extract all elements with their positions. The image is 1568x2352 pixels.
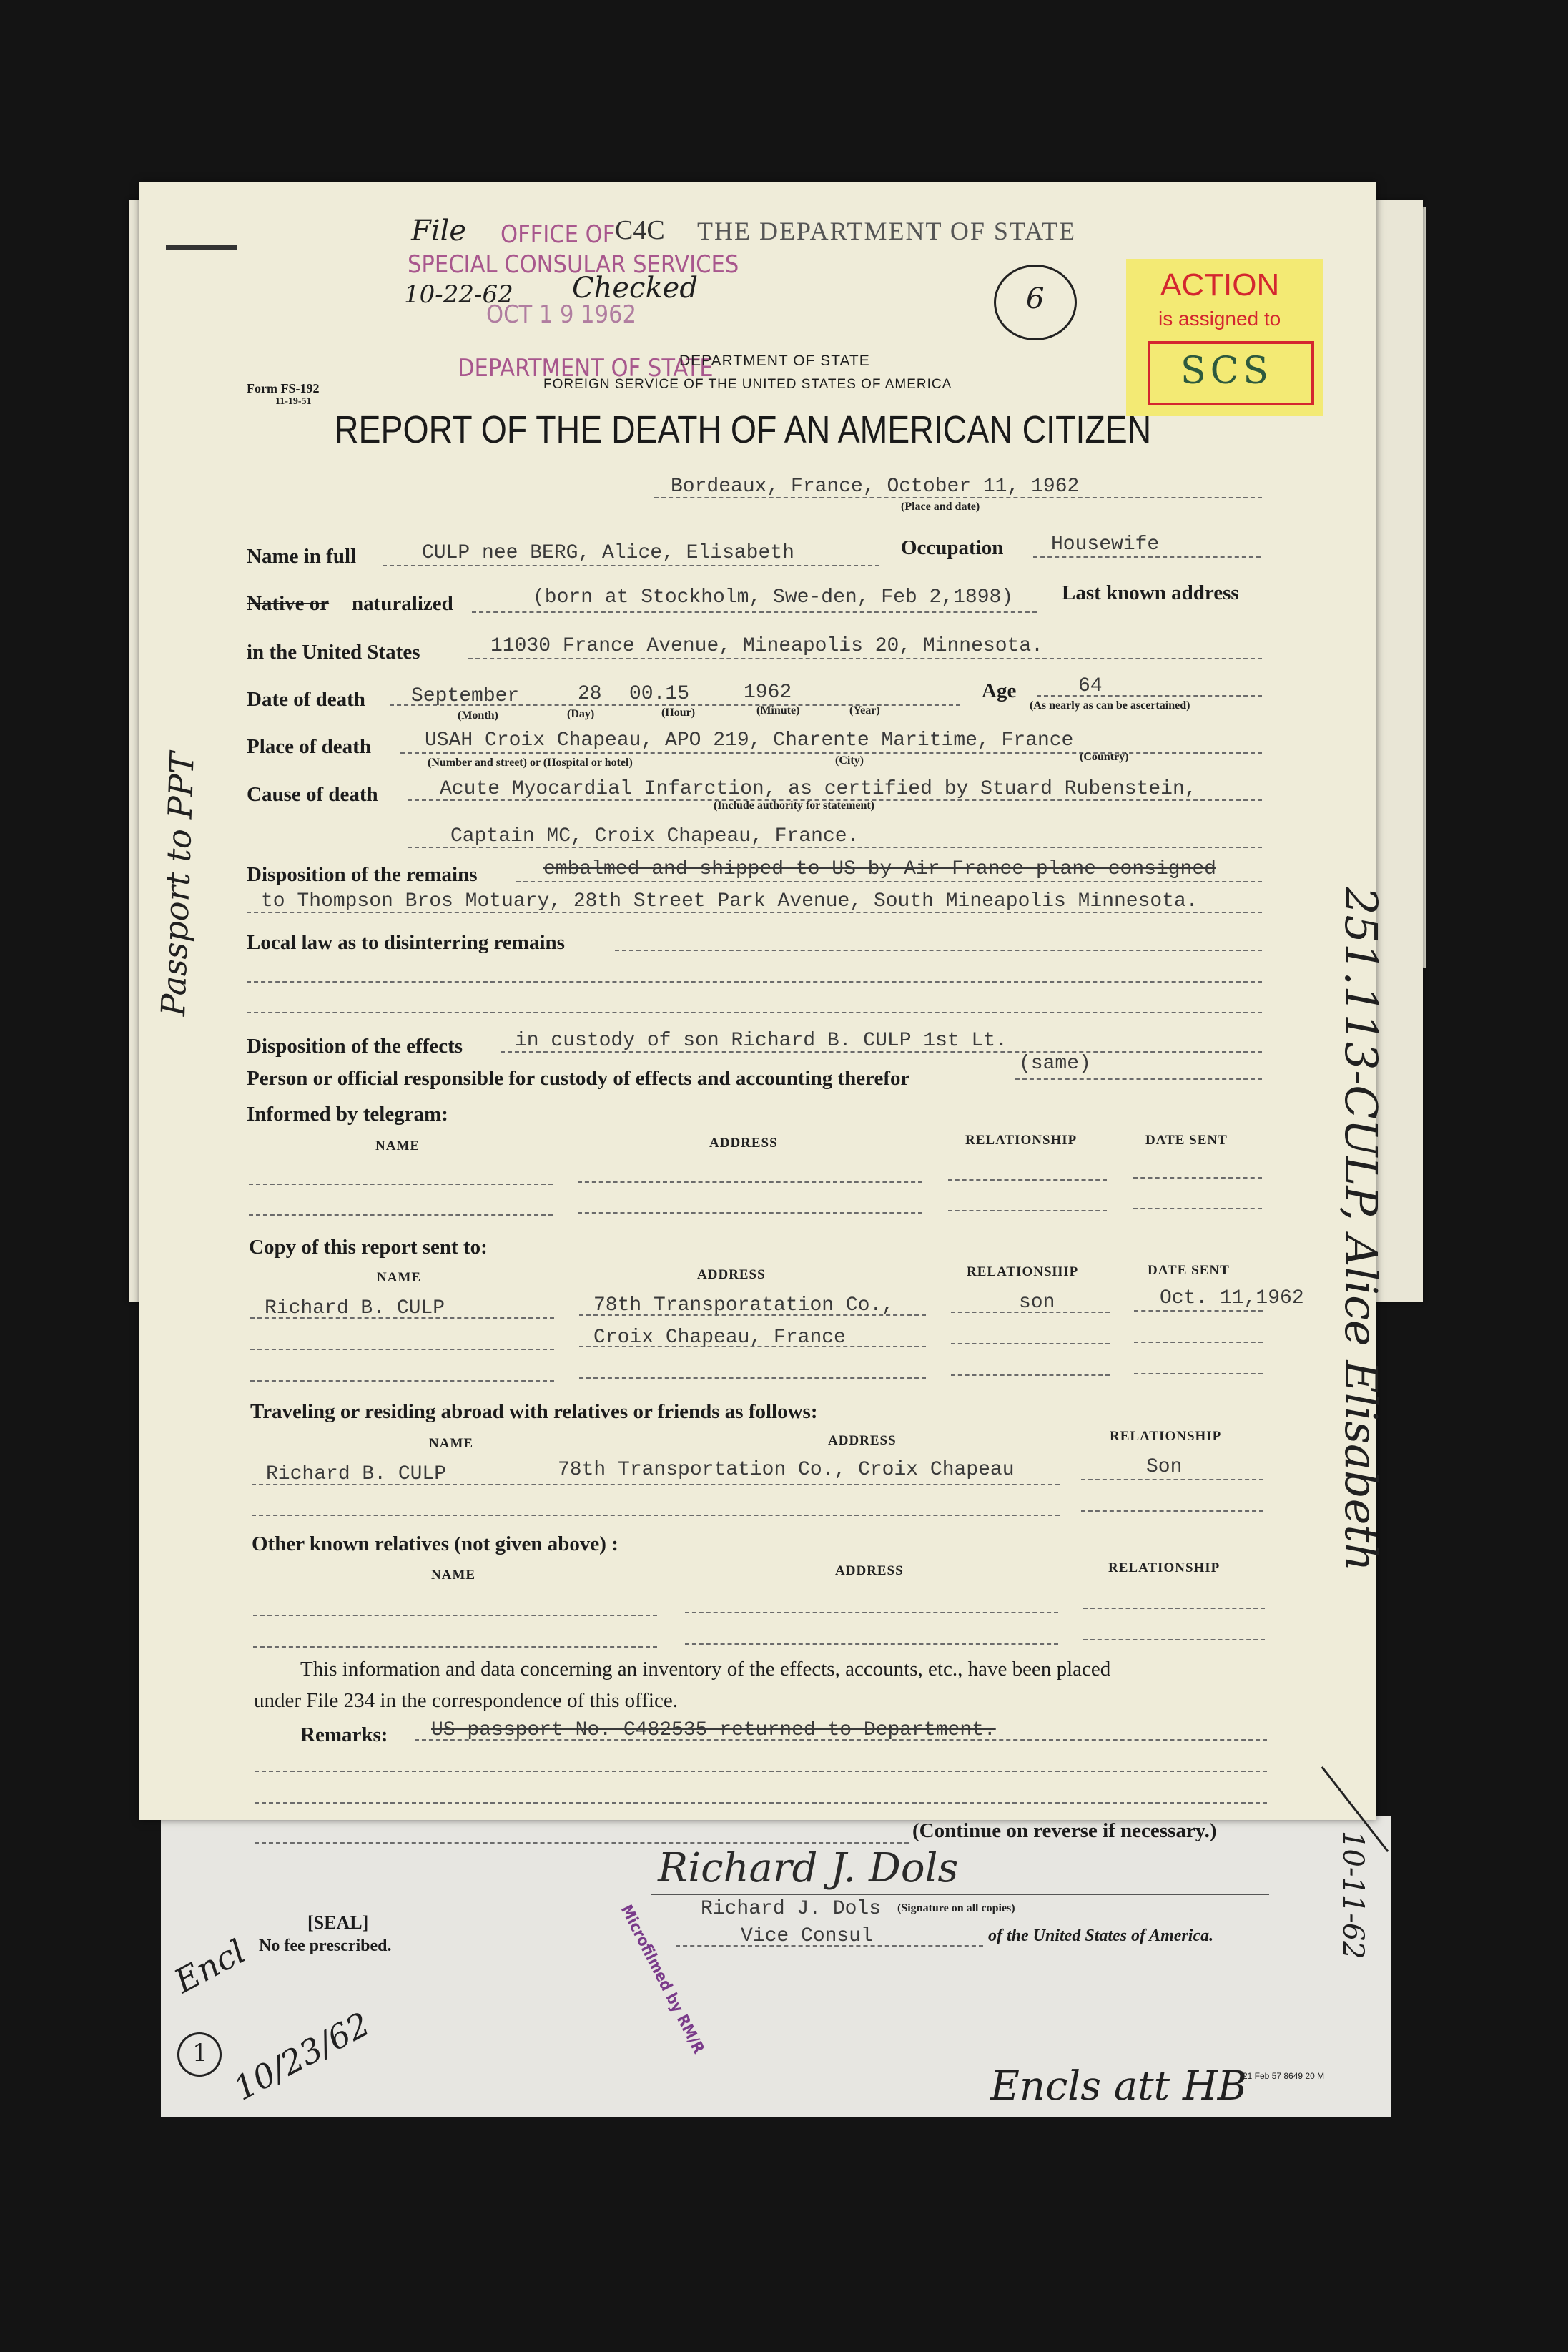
copy-line	[951, 1312, 1110, 1313]
handwritten-file: File	[411, 215, 467, 247]
local-law-line-1	[615, 950, 1262, 951]
other-col-address: ADDRESS	[835, 1563, 904, 1578]
c4c-overtype: C4C	[615, 215, 665, 245]
traveling-row-name: Richard B. CULP	[266, 1463, 447, 1485]
other-line	[253, 1646, 657, 1648]
copy-col-date-sent: DATE SENT	[1148, 1263, 1230, 1278]
telegram-line	[249, 1214, 553, 1216]
copy-row-date: Oct. 11,1962	[1160, 1287, 1304, 1309]
remains-value-1: embalmed and shipped to US by Air France plane consigned	[543, 858, 1216, 880]
other-line	[1083, 1639, 1265, 1640]
remains-value-2: to Thompson Bros Motuary, 28th Street Park Avenue, South Mineapolis Minnesota.	[261, 890, 1198, 912]
of-united-states: of the United States of America.	[988, 1927, 1214, 1945]
other-col-name: NAME	[431, 1568, 476, 1583]
cause-value-1: Acute Myocardial Infarction, as certified by Stuard Rubenstein,	[440, 778, 1197, 800]
copy-col-address: ADDRESS	[697, 1267, 766, 1282]
native-label-struck: Native or	[247, 592, 330, 615]
handwritten-checked-date: 10-22-62	[404, 280, 513, 309]
age-label: Age	[982, 679, 1017, 702]
cause-line-2	[408, 847, 1262, 848]
in-us-line	[468, 658, 1262, 659]
telegram-line	[948, 1179, 1107, 1181]
remarks-line	[255, 1842, 909, 1844]
copy-line	[250, 1349, 554, 1350]
copy-line	[1134, 1373, 1263, 1374]
dod-month: September	[411, 685, 520, 707]
telegram-label: Informed by telegram:	[247, 1103, 448, 1126]
signer-name: Richard J. Dols	[701, 1898, 882, 1920]
naturalized-label: naturalized	[352, 592, 453, 615]
microfilm-stamp: Microfilmed by RM/R	[616, 1902, 708, 2057]
traveling-line	[252, 1515, 1060, 1516]
encls-att-note: Encls att HB	[990, 2063, 1247, 2110]
place-of-death-value: USAH Croix Chapeau, APO 219, Charente Maritime, France	[425, 729, 1074, 752]
stamp-date: OCT 1 9 1962	[486, 300, 636, 329]
continue-text: (Continue on reverse if necessary.)	[912, 1819, 1217, 1842]
person-line	[1015, 1078, 1262, 1080]
telegram-line	[1133, 1208, 1262, 1209]
right-margin-date: 10-11-62	[1336, 1831, 1369, 1959]
telegram-col-address: ADDRESS	[709, 1136, 778, 1151]
bottom-date-note: 10/23/62	[227, 2004, 376, 2108]
copy-row-name: Richard B. CULP	[265, 1297, 445, 1319]
copy-line	[951, 1374, 1110, 1376]
name-label: Name in full	[247, 545, 357, 568]
telegram-line	[1133, 1177, 1262, 1179]
remarks-line	[255, 1802, 1267, 1804]
date-of-death-label: Date of death	[247, 688, 365, 711]
caption-year: (Year)	[849, 704, 880, 717]
telegram-line	[578, 1181, 922, 1183]
caption-street: (Number and street) or (Hospital or hotel)	[428, 757, 633, 769]
signature-script: Richard J. Dols	[658, 1845, 959, 1891]
remarks-line	[415, 1739, 1267, 1741]
local-law-line-3	[247, 1012, 1262, 1013]
office-stamp-line1: OFFICE OF	[501, 220, 616, 249]
caption-country: (Country)	[1080, 751, 1129, 763]
encl-note: Encl	[168, 1932, 252, 2001]
caption-month: (Month)	[458, 709, 498, 722]
place-date-value: Bordeaux, France, October 11, 1962	[671, 476, 1080, 498]
age-value: 64	[1078, 675, 1103, 697]
inventory-text-1: This information and data concerning an inventory of the effects, accounts, etc., have been placed	[300, 1658, 1111, 1681]
copy-row-address-1: 78th Transporatation Co.,	[593, 1294, 894, 1317]
cause-value-2: Captain MC, Croix Chapeau, France.	[450, 825, 859, 847]
last-address-label: Last known address	[1062, 581, 1239, 604]
traveling-col-name: NAME	[429, 1436, 474, 1451]
action-value: SCS	[1180, 350, 1273, 393]
traveling-col-address: ADDRESS	[828, 1433, 897, 1448]
traveling-line	[252, 1484, 1060, 1485]
place-of-death-label: Place of death	[247, 735, 371, 758]
action-title: ACTION	[1160, 267, 1280, 302]
age-line	[1037, 695, 1262, 697]
copy-line	[579, 1314, 926, 1316]
native-line	[472, 611, 1037, 613]
title-line	[676, 1945, 983, 1947]
name-value: CULP nee BERG, Alice, Elisabeth	[422, 542, 794, 564]
inventory-text-2: under File 234 in the correspondence of this office.	[254, 1689, 678, 1712]
person-value: (same)	[1019, 1053, 1091, 1075]
person-label: Person or official responsible for custody of effects and accounting therefor	[247, 1067, 910, 1090]
action-subtitle: is assigned to	[1158, 307, 1281, 330]
other-line	[253, 1615, 657, 1616]
telegram-col-relationship: RELATIONSHIP	[965, 1133, 1078, 1148]
no-fee-text: No fee prescribed.	[259, 1937, 392, 1955]
effects-label: Disposition of the effects	[247, 1035, 463, 1058]
office-stamp-line2: SPECIAL CONSULAR SERVICES	[408, 250, 739, 279]
signature-caption: (Signature on all copies)	[897, 1902, 1015, 1914]
form-date: 11-19-51	[275, 396, 312, 407]
form-title: REPORT OF THE DEATH OF AN AMERICAN CITIZEN	[335, 408, 1152, 451]
department-stamp: DEPARTMENT OF STATE	[458, 354, 714, 383]
copy-line	[250, 1317, 554, 1319]
remarks-line	[255, 1771, 1267, 1772]
traveling-col-relationship: RELATIONSHIP	[1110, 1429, 1222, 1444]
dod-year: 1962	[744, 682, 792, 704]
dept-header-typed: THE DEPARTMENT OF STATE	[697, 217, 1076, 245]
remains-line-1	[516, 881, 1262, 882]
copy-col-name: NAME	[377, 1270, 422, 1285]
telegram-line	[249, 1184, 553, 1185]
print-code: 21 Feb 57 8649 20 M	[1243, 2071, 1325, 2081]
circled-one: 1	[177, 2032, 222, 2077]
copy-line	[579, 1377, 926, 1379]
traveling-row-relationship: Son	[1146, 1456, 1183, 1478]
telegram-line	[948, 1210, 1107, 1211]
age-caption: (As nearly as can be ascertained)	[1030, 699, 1190, 712]
in-us-label: in the United States	[247, 641, 420, 664]
copy-row-address-2: Croix Chapeau, France	[593, 1327, 846, 1349]
caption-hour: (Hour)	[661, 707, 696, 719]
dod-hour: 00.15	[629, 683, 690, 705]
remains-line-2	[247, 912, 1262, 913]
dod-day: 28	[578, 683, 602, 705]
name-line	[383, 565, 879, 566]
telegram-col-date-sent: DATE SENT	[1145, 1133, 1228, 1148]
traveling-line	[1081, 1479, 1263, 1480]
occupation-label: Occupation	[901, 536, 1004, 559]
caption-day: (Day)	[567, 708, 595, 720]
telegram-line	[578, 1212, 922, 1214]
copy-line	[951, 1343, 1110, 1344]
margin-dash	[166, 245, 237, 250]
left-margin-note: Passport to PPT	[154, 752, 202, 1017]
local-law-label: Local law as to disinterring remains	[247, 931, 565, 954]
place-date-caption: (Place and date)	[901, 501, 980, 513]
place-date-line	[654, 497, 1262, 498]
caption-city: (City)	[835, 754, 864, 767]
place-of-death-line	[400, 752, 1262, 754]
signature-line	[651, 1894, 1269, 1895]
remarks-value: US passport No. C482535 returned to Department.	[431, 1719, 996, 1741]
action-box	[1148, 341, 1314, 405]
copy-line	[250, 1380, 554, 1382]
copy-col-relationship: RELATIONSHIP	[967, 1264, 1079, 1279]
copy-label: Copy of this report sent to:	[249, 1236, 488, 1259]
local-law-line-2	[247, 981, 1262, 983]
copy-line	[579, 1346, 926, 1347]
caption-minute: (Minute)	[756, 704, 800, 717]
traveling-line	[1081, 1510, 1263, 1512]
foreign-service: FOREIGN SERVICE OF THE UNITED STATES OF AMERICA	[543, 377, 952, 392]
other-col-relationship: RELATIONSHIP	[1108, 1560, 1221, 1575]
copy-line	[1134, 1310, 1263, 1312]
telegram-col-name: NAME	[375, 1138, 420, 1153]
other-line	[685, 1612, 1058, 1613]
occupation-line	[1033, 556, 1261, 558]
occupation-value: Housewife	[1051, 533, 1160, 556]
native-value: (born at Stockholm, Swe-den, Feb 2,1898)	[533, 586, 1014, 609]
effects-value: in custody of son Richard B. CULP 1st Lt.	[515, 1030, 1007, 1052]
remains-label: Disposition of the remains	[247, 863, 478, 886]
other-relatives-label: Other known relatives (not given above) :	[252, 1532, 618, 1555]
seal-label: [SEAL]	[307, 1912, 369, 1933]
copy-line	[1134, 1342, 1263, 1343]
handwritten-checked: Checked	[572, 272, 698, 305]
circled-number: 6	[994, 265, 1077, 340]
form-number: Form FS-192	[247, 381, 320, 395]
other-line	[1083, 1608, 1265, 1609]
dept-name: DEPARTMENT OF STATE	[679, 353, 870, 369]
cause-label: Cause of death	[247, 783, 378, 806]
in-us-value: 11030 France Avenue, Mineapolis 20, Minnesota.	[490, 635, 1043, 657]
effects-line	[501, 1051, 1262, 1053]
remarks-label: Remarks:	[300, 1723, 388, 1746]
action-tag	[1126, 259, 1323, 416]
right-margin-file-note: 251.113-CULP, Alice Elisabeth	[1335, 887, 1387, 1572]
copy-row-relationship: son	[1019, 1291, 1055, 1314]
other-line	[685, 1643, 1058, 1645]
traveling-label: Traveling or residing abroad with relatives or friends as follows:	[250, 1400, 818, 1423]
traveling-row-address: 78th Transportation Co., Croix Chapeau	[558, 1459, 1015, 1481]
signer-title: Vice Consul	[741, 1925, 873, 1947]
cause-caption: (Include authority for statement)	[714, 799, 875, 812]
